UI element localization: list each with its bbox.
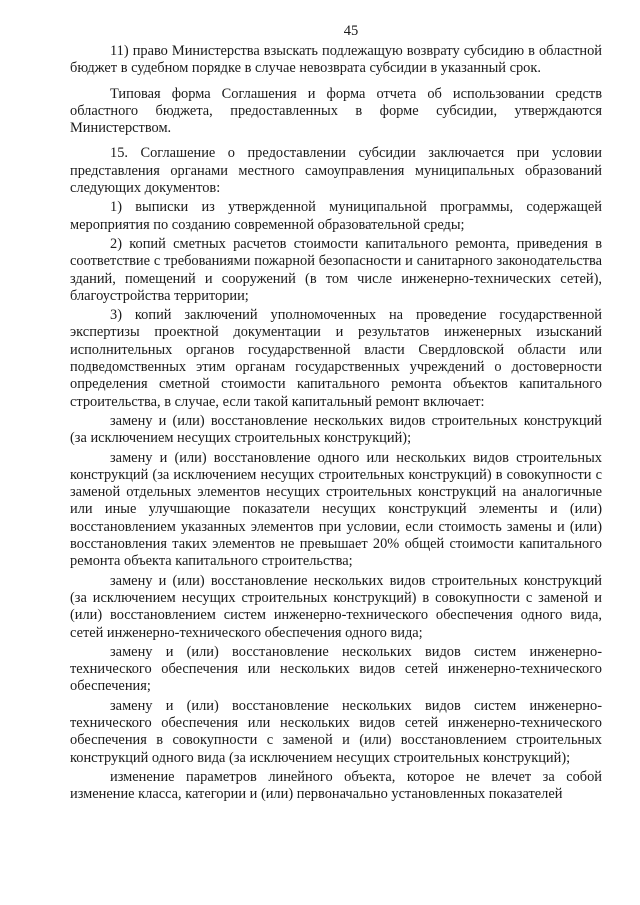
paragraph-replacement-5: замену и (или) восстановление нескольких видов систем инженерно-технического обеспечения или нескольких видов сетей инженерно-технического обеспечения в совокупности с заменой и (или) восстановлением строительных конструкций одного вида (за исключением несущих строительных конструкций);	[70, 697, 602, 766]
paragraph-linear-object: изменение параметров линейного объекта, которое не влечет за собой изменение класса, категории и (или) первоначально установленных показателей	[70, 768, 602, 803]
paragraph-replacement-1: замену и (или) восстановление нескольких видов строительных конструкций (за исключением несущих строительных конструкций);	[70, 412, 602, 447]
paragraph-item-2: 2) копий сметных расчетов стоимости капитального ремонта, приведения в соответствие с требованиями пожарной безопасности и санитарного законодательства зданий, помещений и сооружений (в том числе инженерно-технических сетей), благоустройства территории;	[70, 235, 602, 304]
paragraph-typical-form: Типовая форма Соглашения и форма отчета об использовании средств областного бюджета, предоставленных в форме субсидии, утверждаются Министерством.	[70, 85, 602, 137]
paragraph-replacement-3: замену и (или) восстановление нескольких видов строительных конструкций (за исключением несущих строительных конструкций) в совокупности с заменой и (или) восстановлением систем инженерно-технического обеспечения одного вида, сетей инженерно-технического обеспечения одного вида;	[70, 572, 602, 641]
paragraph-replacement-4: замену и (или) восстановление нескольких видов систем инженерно-технического обеспечения или нескольких видов сетей инженерно-технического обеспечения;	[70, 643, 602, 695]
paragraph-replacement-2: замену и (или) восстановление одного или нескольких видов строительных конструкций (за исключением несущих строительных конструкций) в совокупности с заменой отдельных элементов несущих строительных конструкций на аналогичные или иные улучшающие показатели несущих конструкций элементы и (или) восстановлением указанных элементов при условии, если стоимость замены и (или) восстановления таких элементов не превышает 20% общей стоимости капитального ремонта объекта капитального строительства;	[70, 449, 602, 570]
paragraph-item-11: 11) право Министерства взыскать подлежащую возврату субсидию в областной бюджет в судебном порядке в случае невозврата субсидии в указанный срок.	[70, 43, 602, 77]
page-number: 45	[343, 23, 359, 39]
paragraph-item-3: 3) копий заключений уполномоченных на проведение государственной экспертизы проектной документации и результатов инженерных изысканий исполнительных органов государственной власти Свердловской области или подведомственных этим органам государственных учреждений о достоверности определения сметной стоимости капитального ремонта объектов капитального строительства, в случае, если такой капитальный ремонт включает:	[70, 307, 602, 410]
paragraph-item-1: 1) выписки из утвержденной муниципальной программы, содержащей мероприятия по созданию современной образовательной среды;	[70, 199, 602, 233]
paragraph-section-15: 15. Соглашение о предоставлении субсидии заключается при условии представления органами местного самоуправления муниципальных образований следующих документов:	[70, 145, 602, 197]
